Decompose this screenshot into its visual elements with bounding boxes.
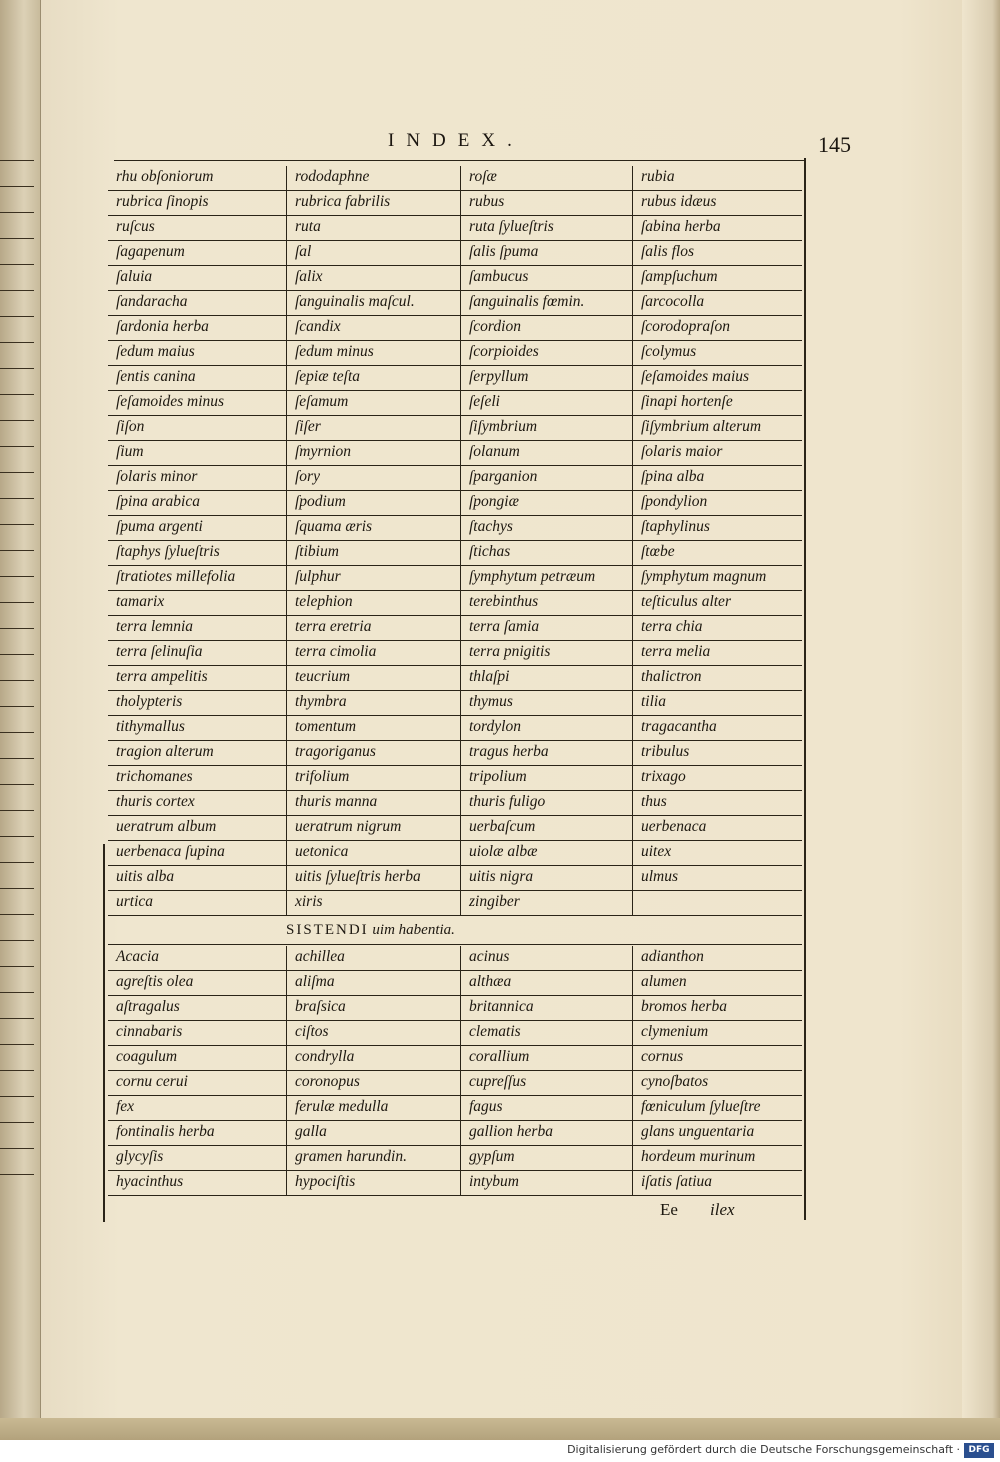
- table-cell: ſolanum: [460, 441, 632, 466]
- table-cell: ſymphytum petræum: [460, 566, 632, 591]
- table-cell: ſcandix: [286, 316, 460, 341]
- table-cell: ſedum maius: [108, 341, 286, 366]
- table-cell: uerbenaca: [632, 816, 802, 841]
- table-row: [108, 1071, 802, 1096]
- page-number: 145: [818, 132, 851, 157]
- strip-rule: [0, 654, 34, 655]
- table-cell: uitis nigra: [460, 866, 632, 891]
- table-cell: thlaſpi: [460, 666, 632, 691]
- strip-rule: [0, 368, 34, 369]
- table-cell: cornus: [632, 1046, 802, 1071]
- table-cell: fex: [108, 1096, 286, 1121]
- strip-rule: [0, 940, 34, 941]
- table-cell: uerbenaca ſupina: [108, 841, 286, 866]
- table-cell: ſpodium: [286, 491, 460, 516]
- table-row: [108, 741, 802, 766]
- table-row: [108, 566, 802, 591]
- table-row: [108, 1021, 802, 1046]
- table-cell: trixago: [632, 766, 802, 791]
- table-cell: cornu cerui: [108, 1071, 286, 1096]
- dfg-logo-icon: DFG: [964, 1443, 994, 1458]
- strip-rule: [0, 1174, 34, 1175]
- table-cell: tragion alterum: [108, 741, 286, 766]
- table-cell: aliſma: [286, 971, 460, 996]
- strip-rule: [0, 160, 34, 161]
- table-cell: ſeſamum: [286, 391, 460, 416]
- table-cell: terra ſelinuſia: [108, 641, 286, 666]
- table-cell: terra ſamia: [460, 616, 632, 641]
- table-cell: britannica: [460, 996, 632, 1021]
- table-cell: acinus: [460, 946, 632, 971]
- table-row: [108, 946, 802, 971]
- table-cell: fœniculum ſylueſtre: [632, 1096, 802, 1121]
- table-cell: gypſum: [460, 1146, 632, 1171]
- table-row: [108, 391, 802, 416]
- table-row: [108, 841, 802, 866]
- strip-rule: [0, 1070, 34, 1071]
- table-cell: zingiber: [460, 891, 632, 916]
- section-heading-caps: SISTENDI: [286, 922, 369, 938]
- table-cell: ſanguinalis fœmin.: [460, 291, 632, 316]
- table-cell: terra melia: [632, 641, 802, 666]
- table-cell: fagus: [460, 1096, 632, 1121]
- table-cell: uitex: [632, 841, 802, 866]
- table-cell: ruta: [286, 216, 460, 241]
- table-cell: thuris manna: [286, 791, 460, 816]
- table-cell: teſticulus alter: [632, 591, 802, 616]
- table-cell: ſalis flos: [632, 241, 802, 266]
- table-cell: thymbra: [286, 691, 460, 716]
- section-rule: [108, 944, 802, 945]
- table-cell: ſal: [286, 241, 460, 266]
- table-cell: ueratrum nigrum: [286, 816, 460, 841]
- table-row: [108, 971, 802, 996]
- catchword: ilex: [710, 1200, 735, 1219]
- table-row: [108, 996, 802, 1021]
- table-cell: terebinthus: [460, 591, 632, 616]
- table-right-rule: [804, 158, 806, 1220]
- table-cell: rubia: [632, 166, 802, 191]
- table-cell: ruſcus: [108, 216, 286, 241]
- table-cell: ſtaphys ſylueſtris: [108, 541, 286, 566]
- table-cell: ruta ſylueſtris: [460, 216, 632, 241]
- section-heading: [286, 922, 455, 939]
- table-cell: rubrica fabrilis: [286, 191, 460, 216]
- table-cell: adianthon: [632, 946, 802, 971]
- table-left-rule: [103, 844, 105, 1222]
- table-cell: coronopus: [286, 1071, 460, 1096]
- table-cell: ſtœbe: [632, 541, 802, 566]
- table-cell: gramen harundin.: [286, 1146, 460, 1171]
- table-row: [108, 216, 802, 241]
- table-cell: thymus: [460, 691, 632, 716]
- strip-rule: [0, 420, 34, 421]
- table-cell: terra ampelitis: [108, 666, 286, 691]
- table-cell: tripolium: [460, 766, 632, 791]
- strip-rule: [0, 836, 34, 837]
- table-cell: ſtichas: [460, 541, 632, 566]
- table-cell: tragacantha: [632, 716, 802, 741]
- table-row: [108, 291, 802, 316]
- table-cell: ſcordion: [460, 316, 632, 341]
- table-cell: rubus idæus: [632, 191, 802, 216]
- table-row: [108, 441, 802, 466]
- strip-rule: [0, 316, 34, 317]
- page-fore-edge: [962, 0, 1000, 1418]
- table-cell: achillea: [286, 946, 460, 971]
- table-row: [108, 816, 802, 841]
- table-cell: ſabina herba: [632, 216, 802, 241]
- strip-rule: [0, 1096, 34, 1097]
- strip-rule: [0, 1044, 34, 1045]
- table-cell: ſolaris minor: [108, 466, 286, 491]
- table-row: [108, 416, 802, 441]
- table-cell: condrylla: [286, 1046, 460, 1071]
- strip-rule: [0, 394, 34, 395]
- strip-rule: [0, 862, 34, 863]
- table-cell: cynoſbatos: [632, 1071, 802, 1096]
- table-cell: ſcorodopraſon: [632, 316, 802, 341]
- table-cell: cinnabaris: [108, 1021, 286, 1046]
- table-cell: bromos herba: [632, 996, 802, 1021]
- table-cell: ſedum minus: [286, 341, 460, 366]
- table-top-rule: [114, 160, 804, 161]
- table-cell: ſinapi hortenſe: [632, 391, 802, 416]
- table-cell: Acacia: [108, 946, 286, 971]
- table-row: [108, 1096, 802, 1121]
- table-row: [108, 691, 802, 716]
- table-cell: alumen: [632, 971, 802, 996]
- table-row: [108, 591, 802, 616]
- table-cell: tragus herba: [460, 741, 632, 766]
- table-cell: fontinalis herba: [108, 1121, 286, 1146]
- table-row: [108, 241, 802, 266]
- strip-rule: [0, 550, 34, 551]
- table-cell: ſalix: [286, 266, 460, 291]
- table-cell: uerbaſcum: [460, 816, 632, 841]
- table-cell: tribulus: [632, 741, 802, 766]
- table-cell: ſardonia herba: [108, 316, 286, 341]
- table-cell: hyacinthus: [108, 1171, 286, 1196]
- table-cell: ſeſeli: [460, 391, 632, 416]
- footer-credit: Digitalisierung gefördert durch die Deutsche Forschungsgemeinschaft ·: [567, 1443, 960, 1456]
- table-cell: cupreſſus: [460, 1071, 632, 1096]
- table-row: [108, 1046, 802, 1071]
- strip-rule: [0, 498, 34, 499]
- strip-rule: [0, 966, 34, 967]
- table-cell: ſiſer: [286, 416, 460, 441]
- table-cell: thus: [632, 791, 802, 816]
- table-row: [108, 866, 802, 891]
- table-cell: ſiſon: [108, 416, 286, 441]
- table-cell: ſeſamoides minus: [108, 391, 286, 416]
- table-cell: ſpondylion: [632, 491, 802, 516]
- strip-rule: [0, 784, 34, 785]
- table-cell: gallion herba: [460, 1121, 632, 1146]
- strip-rule: [0, 732, 34, 733]
- table-cell: tilia: [632, 691, 802, 716]
- strip-rule: [0, 602, 34, 603]
- table-cell: hordeum murinum: [632, 1146, 802, 1171]
- table-cell: ſalis ſpuma: [460, 241, 632, 266]
- table-row: [108, 316, 802, 341]
- table-cell: ſymphytum magnum: [632, 566, 802, 591]
- table-cell: ueratrum album: [108, 816, 286, 841]
- table-cell: roſæ: [460, 166, 632, 191]
- table-cell: corallium: [460, 1046, 632, 1071]
- table-cell: ſory: [286, 466, 460, 491]
- table-cell: [632, 891, 802, 916]
- table-cell: uiolæ albæ: [460, 841, 632, 866]
- table-row: [108, 1171, 802, 1196]
- table-cell: urtica: [108, 891, 286, 916]
- strip-rule: [0, 992, 34, 993]
- table-cell: ſcorpioides: [460, 341, 632, 366]
- table-cell: rubrica ſinopis: [108, 191, 286, 216]
- table-cell: ſmyrnion: [286, 441, 460, 466]
- table-cell: ferulæ medulla: [286, 1096, 460, 1121]
- table-row: [108, 791, 802, 816]
- strip-rule: [0, 446, 34, 447]
- table-cell: intybum: [460, 1171, 632, 1196]
- strip-rule: [0, 1148, 34, 1149]
- table-cell: ſiſymbrium: [460, 416, 632, 441]
- index-table: [108, 166, 802, 916]
- table-cell: ſtratiotes millefolia: [108, 566, 286, 591]
- table-cell: ſtachys: [460, 516, 632, 541]
- table-cell: terra eretria: [286, 616, 460, 641]
- strip-rule: [0, 186, 34, 187]
- strip-rule: [0, 1018, 34, 1019]
- table-cell: galla: [286, 1121, 460, 1146]
- table-cell: tragoriganus: [286, 741, 460, 766]
- table-cell: trichomanes: [108, 766, 286, 791]
- strip-rule: [0, 810, 34, 811]
- strip-rule: [0, 342, 34, 343]
- table-cell: iſatis ſatiua: [632, 1171, 802, 1196]
- table-cell: braſsica: [286, 996, 460, 1021]
- table-row: [108, 516, 802, 541]
- strip-rule: [0, 680, 34, 681]
- table-cell: ſpina arabica: [108, 491, 286, 516]
- table-cell: ſium: [108, 441, 286, 466]
- strip-rule: [0, 914, 34, 915]
- table-row: [108, 491, 802, 516]
- table-row: [108, 541, 802, 566]
- table-cell: coagulum: [108, 1046, 286, 1071]
- table-row: [108, 366, 802, 391]
- strip-rule: [0, 524, 34, 525]
- running-head: INDEX.: [388, 130, 524, 151]
- strip-rule: [0, 290, 34, 291]
- table-row: [108, 466, 802, 491]
- table-cell: terra lemnia: [108, 616, 286, 641]
- adjacent-page-edge: [0, 0, 41, 1420]
- table-cell: ulmus: [632, 866, 802, 891]
- table-row: [108, 766, 802, 791]
- table-cell: ſulphur: [286, 566, 460, 591]
- table-cell: ſpina alba: [632, 466, 802, 491]
- table-cell: ſarcocolla: [632, 291, 802, 316]
- table-row: [108, 1146, 802, 1171]
- table-cell: ſolaris maior: [632, 441, 802, 466]
- signature-mark: Ee: [660, 1200, 678, 1219]
- table-cell: tomentum: [286, 716, 460, 741]
- table-row: [108, 191, 802, 216]
- table-cell: teucrium: [286, 666, 460, 691]
- page-bottom-edge: [0, 1418, 1000, 1440]
- table-cell: thalictron: [632, 666, 802, 691]
- table-cell: ſpongiæ: [460, 491, 632, 516]
- strip-rule: [0, 758, 34, 759]
- table-row: [108, 891, 802, 916]
- table-cell: ſerpyllum: [460, 366, 632, 391]
- table-cell: tamarix: [108, 591, 286, 616]
- strip-rule: [0, 238, 34, 239]
- strip-rule: [0, 1122, 34, 1123]
- table-cell: xiris: [286, 891, 460, 916]
- table-cell: clematis: [460, 1021, 632, 1046]
- table-cell: glycyſis: [108, 1146, 286, 1171]
- table-cell: ſambucus: [460, 266, 632, 291]
- table-cell: ſaluia: [108, 266, 286, 291]
- table-cell: uitis alba: [108, 866, 286, 891]
- table-row: [108, 666, 802, 691]
- table-cell: thuris fuligo: [460, 791, 632, 816]
- table-cell: ſtibium: [286, 541, 460, 566]
- table-cell: ſepiæ teſta: [286, 366, 460, 391]
- table-cell: ſquama æris: [286, 516, 460, 541]
- table-cell: terra cimolia: [286, 641, 460, 666]
- table-cell: rododaphne: [286, 166, 460, 191]
- table-cell: rubus: [460, 191, 632, 216]
- table-row: [108, 266, 802, 291]
- strip-rule: [0, 212, 34, 213]
- index-table-sistendi: [108, 946, 802, 1196]
- table-cell: althæa: [460, 971, 632, 996]
- table-cell: ſampſuchum: [632, 266, 802, 291]
- table-row: [108, 716, 802, 741]
- table-cell: thuris cortex: [108, 791, 286, 816]
- table-row: [108, 1121, 802, 1146]
- table-cell: ſeſamoides maius: [632, 366, 802, 391]
- table-cell: agreſtis olea: [108, 971, 286, 996]
- table-cell: clymenium: [632, 1021, 802, 1046]
- strip-rule: [0, 628, 34, 629]
- digitization-footer: [0, 1440, 1000, 1462]
- table-cell: trifolium: [286, 766, 460, 791]
- table-cell: hypociſtis: [286, 1171, 460, 1196]
- table-cell: terra pnigitis: [460, 641, 632, 666]
- strip-rule: [0, 706, 34, 707]
- table-cell: ſcolymus: [632, 341, 802, 366]
- strip-rule: [0, 888, 34, 889]
- table-cell: uetonica: [286, 841, 460, 866]
- table-cell: ſandaracha: [108, 291, 286, 316]
- table-row: [108, 641, 802, 666]
- table-cell: glans unguentaria: [632, 1121, 802, 1146]
- table-row: [108, 341, 802, 366]
- table-cell: tholypteris: [108, 691, 286, 716]
- table-cell: tithymallus: [108, 716, 286, 741]
- table-cell: ſpuma argenti: [108, 516, 286, 541]
- table-cell: rhu obſoniorum: [108, 166, 286, 191]
- table-cell: ſtaphylinus: [632, 516, 802, 541]
- table-cell: ciſtos: [286, 1021, 460, 1046]
- table-row: [108, 166, 802, 191]
- table-cell: ſparganion: [460, 466, 632, 491]
- table-cell: aſtragalus: [108, 996, 286, 1021]
- strip-rule: [0, 576, 34, 577]
- table-cell: ſentis canina: [108, 366, 286, 391]
- table-row: [108, 616, 802, 641]
- table-cell: ſanguinalis maſcul.: [286, 291, 460, 316]
- strip-rule: [0, 472, 34, 473]
- section-heading-text: uim habentia.: [372, 922, 455, 938]
- strip-rule: [0, 264, 34, 265]
- table-cell: ſiſymbrium alterum: [632, 416, 802, 441]
- table-cell: ſagapenum: [108, 241, 286, 266]
- table-cell: telephion: [286, 591, 460, 616]
- table-cell: terra chia: [632, 616, 802, 641]
- table-cell: uitis ſylueſtris herba: [286, 866, 460, 891]
- table-cell: tordylon: [460, 716, 632, 741]
